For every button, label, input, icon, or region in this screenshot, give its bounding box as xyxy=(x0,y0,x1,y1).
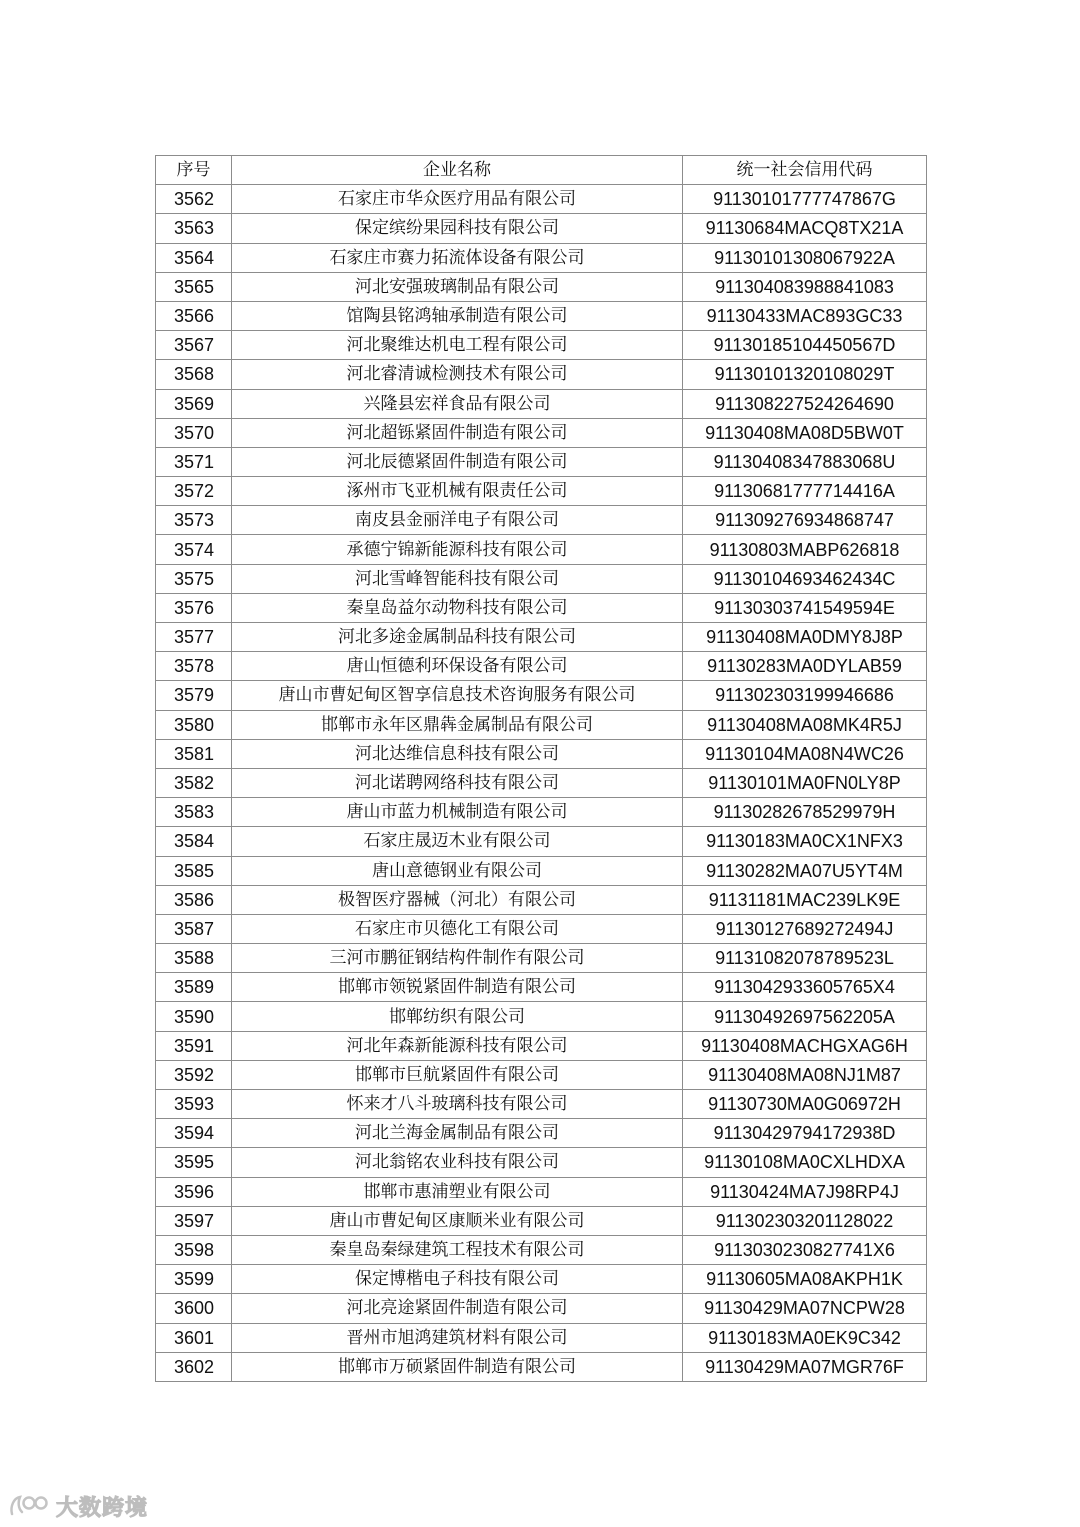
table-row xyxy=(156,535,927,564)
row-company-name: 河北安强玻璃制品有限公司 xyxy=(232,272,683,301)
row-seq: 3589 xyxy=(156,973,232,1002)
row-company-name: 秦皇岛益尔动物科技有限公司 xyxy=(232,593,683,622)
row-company-name: 河北兰海金属制品有限公司 xyxy=(232,1119,683,1148)
row-seq: 3569 xyxy=(156,389,232,418)
row-company-name: 唐山恒德利环保设备有限公司 xyxy=(232,652,683,681)
row-seq: 3601 xyxy=(156,1323,232,1352)
row-credit-code: 91131082078789523L xyxy=(683,944,927,973)
table-row xyxy=(156,1060,927,1089)
row-seq: 3581 xyxy=(156,739,232,768)
row-company-name: 唐山市曹妃甸区智享信息技术咨询服务有限公司 xyxy=(232,681,683,710)
table-row xyxy=(156,623,927,652)
watermark xyxy=(8,1490,148,1522)
row-credit-code: 91130605MA08AKPH1K xyxy=(683,1265,927,1294)
row-company-name: 河北达维信息科技有限公司 xyxy=(232,739,683,768)
row-credit-code: 91130492697562205A xyxy=(683,1002,927,1031)
table-row xyxy=(156,739,927,768)
table-row xyxy=(156,1265,927,1294)
row-company-name: 石家庄市赛力拓流体设备有限公司 xyxy=(232,243,683,272)
table-row xyxy=(156,243,927,272)
watermark-text: 大数跨境 xyxy=(56,1495,149,1521)
row-company-name: 河北辰德紧固件制造有限公司 xyxy=(232,447,683,476)
row-company-name: 石家庄市贝德化工有限公司 xyxy=(232,914,683,943)
row-company-name: 河北诺聘网络科技有限公司 xyxy=(232,768,683,797)
row-company-name: 唐山市曹妃甸区康顺米业有限公司 xyxy=(232,1206,683,1235)
row-credit-code: 91130730MA0G06972H xyxy=(683,1090,927,1119)
row-credit-code: 91130183MA0CX1NFX3 xyxy=(683,827,927,856)
table-row xyxy=(156,1235,927,1264)
row-credit-code: 91130127689272494J xyxy=(683,914,927,943)
row-company-name: 河北多途金属制品科技有限公司 xyxy=(232,623,683,652)
row-seq: 3588 xyxy=(156,944,232,973)
table-row xyxy=(156,1323,927,1352)
row-credit-code: 911302303199946686 xyxy=(683,681,927,710)
row-credit-code: 911308227524264690 xyxy=(683,389,927,418)
row-seq: 3580 xyxy=(156,710,232,739)
row-credit-code: 91130303741549594E xyxy=(683,593,927,622)
row-credit-code: 91130101777747867G xyxy=(683,185,927,214)
table-row xyxy=(156,768,927,797)
table-row xyxy=(156,418,927,447)
table-row xyxy=(156,1002,927,1031)
table-row xyxy=(156,214,927,243)
row-seq: 3595 xyxy=(156,1148,232,1177)
row-company-name: 邯郸市领锐紧固件制造有限公司 xyxy=(232,973,683,1002)
row-seq: 3598 xyxy=(156,1235,232,1264)
row-seq: 3573 xyxy=(156,506,232,535)
row-credit-code: 91130104MA08N4WC26 xyxy=(683,739,927,768)
row-credit-code: 91130101MA0FN0LY8P xyxy=(683,768,927,797)
row-credit-code: 91130282678529979H xyxy=(683,798,927,827)
row-seq: 3593 xyxy=(156,1090,232,1119)
table-row xyxy=(156,389,927,418)
row-company-name: 石家庄市华众医疗用品有限公司 xyxy=(232,185,683,214)
row-company-name: 邯郸市惠浦塑业有限公司 xyxy=(232,1177,683,1206)
row-company-name: 河北翁铭农业科技有限公司 xyxy=(232,1148,683,1177)
row-credit-code: 91130408MA08NJ1M87 xyxy=(683,1060,927,1089)
row-seq: 3583 xyxy=(156,798,232,827)
row-seq: 3563 xyxy=(156,214,232,243)
row-credit-code: 91130433MAC893GC33 xyxy=(683,301,927,330)
row-credit-code: 91130185104450567D xyxy=(683,331,927,360)
brand-logo-icon xyxy=(8,1492,52,1520)
table-row xyxy=(156,856,927,885)
row-seq: 3590 xyxy=(156,1002,232,1031)
row-credit-code: 911309276934868747 xyxy=(683,506,927,535)
table-row xyxy=(156,1090,927,1119)
row-company-name: 承德宁锦新能源科技有限公司 xyxy=(232,535,683,564)
table-row xyxy=(156,564,927,593)
row-credit-code: 91130429MA07NCPW28 xyxy=(683,1294,927,1323)
row-seq: 3567 xyxy=(156,331,232,360)
row-seq: 3587 xyxy=(156,914,232,943)
table-row xyxy=(156,944,927,973)
row-seq: 3591 xyxy=(156,1031,232,1060)
row-credit-code: 91130104693462434C xyxy=(683,564,927,593)
row-credit-code: 91130408MA08MK4R5J xyxy=(683,710,927,739)
table-header-row xyxy=(156,156,927,185)
table-row xyxy=(156,331,927,360)
header-seq: 序号 xyxy=(156,156,232,185)
table-row xyxy=(156,185,927,214)
row-seq: 3600 xyxy=(156,1294,232,1323)
row-company-name: 邯郸市万硕紧固件制造有限公司 xyxy=(232,1352,683,1381)
row-credit-code: 9113042933605765X4 xyxy=(683,973,927,1002)
row-seq: 3578 xyxy=(156,652,232,681)
row-seq: 3602 xyxy=(156,1352,232,1381)
row-seq: 3576 xyxy=(156,593,232,622)
row-credit-code: 91130101308067922A xyxy=(683,243,927,272)
row-company-name: 南皮县金丽洋电子有限公司 xyxy=(232,506,683,535)
table-row xyxy=(156,798,927,827)
row-credit-code: 91130429794172938D xyxy=(683,1119,927,1148)
row-credit-code: 91131181MAC239LK9E xyxy=(683,885,927,914)
row-seq: 3570 xyxy=(156,418,232,447)
row-seq: 3582 xyxy=(156,768,232,797)
row-credit-code: 91130282MA07U5YT4M xyxy=(683,856,927,885)
row-seq: 3577 xyxy=(156,623,232,652)
row-seq: 3571 xyxy=(156,447,232,476)
row-seq: 3566 xyxy=(156,301,232,330)
row-credit-code: 91130681777714416A xyxy=(683,477,927,506)
row-company-name: 怀来才八斗玻璃科技有限公司 xyxy=(232,1090,683,1119)
table-row xyxy=(156,973,927,1002)
row-company-name: 唐山意德钢业有限公司 xyxy=(232,856,683,885)
row-seq: 3574 xyxy=(156,535,232,564)
table-row xyxy=(156,360,927,389)
row-company-name: 三河市鹏征钢结构件制作有限公司 xyxy=(232,944,683,973)
row-company-name: 邯郸纺织有限公司 xyxy=(232,1002,683,1031)
table-row xyxy=(156,506,927,535)
table-row xyxy=(156,914,927,943)
table-row xyxy=(156,885,927,914)
row-seq: 3585 xyxy=(156,856,232,885)
row-company-name: 馆陶县铭鸿轴承制造有限公司 xyxy=(232,301,683,330)
row-company-name: 河北亮途紧固件制造有限公司 xyxy=(232,1294,683,1323)
row-seq: 3594 xyxy=(156,1119,232,1148)
enterprise-table xyxy=(155,155,927,1382)
row-credit-code: 91130429MA07MGR76F xyxy=(683,1352,927,1381)
row-company-name: 保定博楷电子科技有限公司 xyxy=(232,1265,683,1294)
row-company-name: 石家庄晟迈木业有限公司 xyxy=(232,827,683,856)
row-credit-code: 91130408347883068U xyxy=(683,447,927,476)
row-seq: 3592 xyxy=(156,1060,232,1089)
row-seq: 3579 xyxy=(156,681,232,710)
row-seq: 3586 xyxy=(156,885,232,914)
row-credit-code: 91130424MA7J98RP4J xyxy=(683,1177,927,1206)
table-row xyxy=(156,652,927,681)
row-company-name: 河北聚维达机电工程有限公司 xyxy=(232,331,683,360)
table-row xyxy=(156,1119,927,1148)
row-seq: 3575 xyxy=(156,564,232,593)
row-seq: 3584 xyxy=(156,827,232,856)
row-company-name: 河北年森新能源科技有限公司 xyxy=(232,1031,683,1060)
table-row xyxy=(156,1294,927,1323)
row-seq: 3568 xyxy=(156,360,232,389)
row-company-name: 河北超铄紧固件制造有限公司 xyxy=(232,418,683,447)
row-company-name: 涿州市飞亚机械有限责任公司 xyxy=(232,477,683,506)
row-seq: 3565 xyxy=(156,272,232,301)
row-company-name: 保定缤纷果园科技有限公司 xyxy=(232,214,683,243)
table-row xyxy=(156,827,927,856)
row-seq: 3597 xyxy=(156,1206,232,1235)
table-row xyxy=(156,593,927,622)
table-row xyxy=(156,447,927,476)
row-credit-code: 91130408MACHGXAG6H xyxy=(683,1031,927,1060)
row-seq: 3596 xyxy=(156,1177,232,1206)
table-row xyxy=(156,272,927,301)
row-company-name: 邯郸市巨航紧固件有限公司 xyxy=(232,1060,683,1089)
row-credit-code: 91130408MA0DMY8J8P xyxy=(683,623,927,652)
row-credit-code: 91130101320108029T xyxy=(683,360,927,389)
row-credit-code: 91130408MA08D5BW0T xyxy=(683,418,927,447)
table-row xyxy=(156,1031,927,1060)
row-credit-code: 91130183MA0EK9C342 xyxy=(683,1323,927,1352)
table-row xyxy=(156,1352,927,1381)
row-company-name: 邯郸市永年区鼎犇金属制品有限公司 xyxy=(232,710,683,739)
row-seq: 3599 xyxy=(156,1265,232,1294)
table-row xyxy=(156,301,927,330)
row-seq: 3572 xyxy=(156,477,232,506)
table-body xyxy=(156,185,927,1382)
row-credit-code: 911304083988841083 xyxy=(683,272,927,301)
row-credit-code: 91130108MA0CXLHDXA xyxy=(683,1148,927,1177)
row-company-name: 河北睿清诚检测技术有限公司 xyxy=(232,360,683,389)
row-company-name: 极智医疗器械（河北）有限公司 xyxy=(232,885,683,914)
row-company-name: 唐山市蓝力机械制造有限公司 xyxy=(232,798,683,827)
table-row xyxy=(156,477,927,506)
row-company-name: 河北雪峰智能科技有限公司 xyxy=(232,564,683,593)
row-credit-code: 9113030230827741X6 xyxy=(683,1235,927,1264)
row-company-name: 秦皇岛秦绿建筑工程技术有限公司 xyxy=(232,1235,683,1264)
header-credit-code: 统一社会信用代码 xyxy=(683,156,927,185)
row-seq: 3564 xyxy=(156,243,232,272)
row-seq: 3562 xyxy=(156,185,232,214)
table-row xyxy=(156,1148,927,1177)
table-row xyxy=(156,1206,927,1235)
row-company-name: 晋州市旭鸿建筑材料有限公司 xyxy=(232,1323,683,1352)
row-company-name: 兴隆县宏祥食品有限公司 xyxy=(232,389,683,418)
row-credit-code: 91130283MA0DYLAB59 xyxy=(683,652,927,681)
row-credit-code: 91130803MABP626818 xyxy=(683,535,927,564)
row-credit-code: 911302303201128022 xyxy=(683,1206,927,1235)
row-credit-code: 91130684MACQ8TX21A xyxy=(683,214,927,243)
table-row xyxy=(156,710,927,739)
header-company-name: 企业名称 xyxy=(232,156,683,185)
table-row xyxy=(156,681,927,710)
table-row xyxy=(156,1177,927,1206)
